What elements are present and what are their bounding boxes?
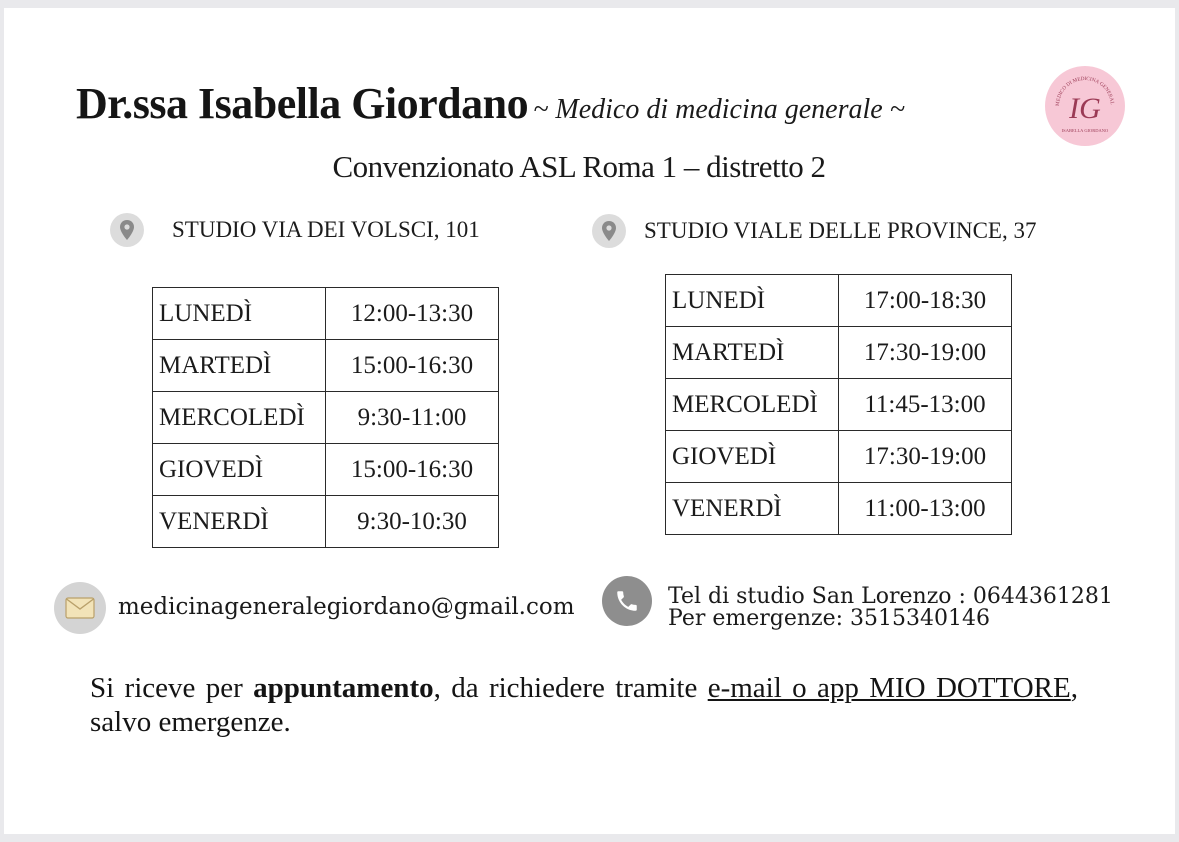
asl-subtitle: Convenzionato ASL Roma 1 – distretto 2 [332, 149, 826, 184]
emergency-phone[interactable]: Per emergenze: 3515340146 [668, 606, 991, 631]
day-cell: MERCOLEDÌ [153, 392, 326, 444]
time-cell: 9:30-11:00 [326, 392, 499, 444]
time-cell: 15:00-16:30 [326, 444, 499, 496]
header-title [76, 78, 905, 129]
day-cell: MERCOLEDÌ [666, 379, 839, 431]
table-row [153, 288, 499, 340]
svg-text:IG: IG [1069, 92, 1101, 125]
day-cell: VENERDÌ [666, 483, 839, 535]
time-cell: 17:00-18:30 [839, 275, 1012, 327]
day-cell: LUNEDÌ [666, 275, 839, 327]
note-text-3: , salvo emergenze. [90, 672, 1078, 738]
studio-phone[interactable]: Tel di studio San Lorenzo : 0644361281 [668, 584, 1113, 609]
doctor-role: ~ Medico di medicina generale ~ [533, 94, 905, 125]
time-cell: 15:00-16:30 [326, 340, 499, 392]
email-address[interactable]: medicinageneralegiordano@gmail.com [118, 594, 575, 620]
time-cell: 17:30-19:00 [839, 327, 1012, 379]
studio-1-hours-table [152, 287, 499, 548]
location-pin-icon [592, 214, 626, 248]
studio-2-address [592, 214, 1036, 248]
table-row [666, 379, 1012, 431]
day-cell: LUNEDÌ [153, 288, 326, 340]
location-pin-icon [110, 213, 144, 247]
table-row [666, 327, 1012, 379]
envelope-icon [54, 582, 106, 634]
note-bold-appointment: appuntamento [253, 672, 434, 704]
table-row [153, 340, 499, 392]
time-cell: 11:00-13:00 [839, 483, 1012, 535]
doctor-name: Dr.ssa Isabella Giordano [76, 79, 529, 128]
note-text-1: Si riceve per [90, 672, 254, 704]
document-page [4, 8, 1175, 834]
table-row [666, 275, 1012, 327]
table-row [153, 392, 499, 444]
appointment-note [90, 671, 1078, 739]
svg-text:ISABELLA GIORDANO: ISABELLA GIORDANO [1061, 128, 1109, 133]
table-row [666, 431, 1012, 483]
day-cell: GIOVEDÌ [153, 444, 326, 496]
studio-2-address-label: STUDIO VIALE DELLE PROVINCE, 37 [644, 218, 1037, 243]
time-cell: 11:45-13:00 [839, 379, 1012, 431]
table-row [153, 496, 499, 548]
time-cell: 12:00-13:30 [326, 288, 499, 340]
time-cell: 9:30-10:30 [326, 496, 499, 548]
table-row [153, 444, 499, 496]
note-text-2: , da richiedere tramite [433, 672, 708, 704]
note-underlined-channels: e-mail o app MIO DOTTORE [707, 672, 1071, 704]
table-row [666, 483, 1012, 535]
studio-2-hours-table [665, 274, 1012, 535]
studio-1-address-label: STUDIO VIA DEI VOLSCI, 101 [172, 217, 480, 242]
logo-seal [1045, 66, 1125, 146]
studio-1-address [110, 213, 480, 247]
day-cell: MARTEDÌ [666, 327, 839, 379]
day-cell: VENERDÌ [153, 496, 326, 548]
day-cell: GIOVEDÌ [666, 431, 839, 483]
day-cell: MARTEDÌ [153, 340, 326, 392]
phone-info [668, 586, 1113, 630]
time-cell: 17:30-19:00 [839, 431, 1012, 483]
svg-text:MEDICO DI MEDICINA GENERALE: MEDICO DI MEDICINA GENERAL [1054, 75, 1115, 107]
phone-icon [602, 576, 652, 626]
